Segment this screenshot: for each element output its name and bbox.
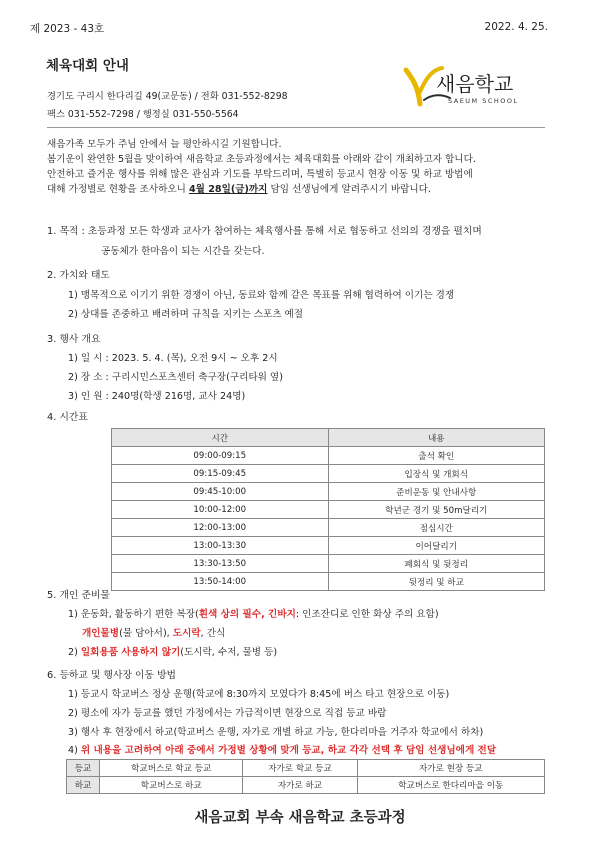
logo-english: SAEUM SCHOOL bbox=[448, 97, 519, 105]
section-purpose: 1. 목적 : 초등과정 모든 학생과 교사가 참여하는 체육행사를 통해 서로 협동하고 선의의 경쟁을 펼치며 bbox=[47, 226, 482, 237]
table-row: 하교 학교버스로 하교 자가로 하교 학교버스로 한다리마을 이동 bbox=[67, 777, 545, 794]
document-date: 2022. 4. 25. bbox=[484, 21, 548, 33]
list-item: 3) 인 원 : 240명(학생 216명, 교사 24명) bbox=[68, 391, 246, 402]
intro-line: 대해 가정별로 현황을 조사하오니 4월 28일(금)까지 담임 선생님에게 알려주시기 바랍니다. bbox=[47, 184, 431, 195]
contact-line: 팩스 031-552-7298 / 행정실 031-550-5564 bbox=[47, 109, 239, 120]
intro-line: 안전하고 즐거운 행사를 위해 많은 관심과 기도를 부탁드리며, 특별히 등교시 현장 이동 및 하교 방법에 bbox=[47, 169, 473, 180]
school-logo bbox=[402, 64, 552, 110]
list-item: 2) 일회용품 사용하지 않기(도시락, 수저, 물병 등) bbox=[68, 647, 278, 658]
table-row: 13:30-13:50 폐회식 및 뒷정리 bbox=[112, 555, 545, 573]
section-supplies: 5. 개인 준비물 bbox=[47, 590, 110, 601]
commute-options-table bbox=[66, 759, 545, 794]
table-row: 10:00-12:00 학년군 경기 및 50m달리기 bbox=[112, 501, 545, 519]
logo-wordmark: 새음학교 bbox=[436, 72, 514, 96]
list-item: 개인물병(물 담아서), 도시락, 간식 bbox=[82, 628, 226, 639]
table-row: 13:50-14:00 뒷정리 및 하교 bbox=[112, 573, 545, 591]
footer-organization: 새음교회 부속 새음학교 초등과정 bbox=[194, 810, 406, 826]
list-item: 1) 맹목적으로 이기기 위한 경쟁이 아닌, 동료와 함께 같은 목표를 위해 협력하여 이기는 경쟁 bbox=[68, 290, 455, 301]
intro-line: 봄기운이 완연한 5월을 맞이하여 새음학교 초등과정에서는 체육대회를 아래와 같이 개최하고자 합니다. bbox=[47, 154, 476, 165]
schedule-table bbox=[111, 428, 545, 591]
table-row: 09:15-09:45 입장식 및 개회식 bbox=[112, 465, 545, 483]
deadline: 4월 28일(금)까지 bbox=[188, 184, 268, 195]
section-values: 2. 가치와 태도 bbox=[47, 270, 110, 281]
list-item: 1) 일 시 : 2023. 5. 4. (목), 오전 9시 ~ 오후 2시 bbox=[68, 353, 278, 364]
list-item: 1) 등교시 학교버스 정상 운행(학교에 8:30까지 모였다가 8:45에 버스 타고 현장으로 이동) bbox=[68, 689, 450, 700]
list-item: 4) 위 내용을 고려하여 아래 중에서 가정별 상황에 맞게 등교, 하교 각각 선택 후 담임 선생님에게 전달 bbox=[68, 745, 497, 756]
section-purpose-cont: 공동체가 한마음이 되는 시간을 갖는다. bbox=[101, 246, 265, 257]
intro-line: 새음가족 모두가 주님 안에서 늘 평안하시길 기원합니다. bbox=[47, 139, 282, 150]
page-title: 체육대회 안내 bbox=[46, 58, 129, 74]
table-row: 12:00-13:00 점심시간 bbox=[112, 519, 545, 537]
header-divider bbox=[47, 127, 545, 128]
section-commute: 6. 등하교 및 행사장 이동 방법 bbox=[47, 670, 177, 681]
list-item: 2) 평소에 자가 등교를 했던 가정에서는 가급적이면 현장으로 직접 등교 바람 bbox=[68, 708, 387, 719]
section-schedule: 4. 시간표 bbox=[47, 412, 88, 423]
column-header: 시간 bbox=[112, 429, 329, 447]
address-line: 경기도 구리시 한다리길 49(교문동) / 전화 031-552-8298 bbox=[47, 91, 288, 102]
intro-paragraph bbox=[47, 137, 557, 197]
table-row: 13:00-13:30 이어달리기 bbox=[112, 537, 545, 555]
table-row: 09:00-09:15 출석 확인 bbox=[112, 447, 545, 465]
section-overview: 3. 행사 개요 bbox=[47, 334, 101, 345]
document-number: 제 2023 - 43호 bbox=[30, 23, 105, 35]
row-header: 하교 bbox=[67, 777, 100, 794]
list-item: 1) 운동화, 활동하기 편한 복장(흰색 상의 필수, 긴바지: 인조잔디로 인한 화상 주의 요함) bbox=[68, 609, 439, 620]
table-row: 등교 학교버스로 학교 등교 자가로 학교 등교 자가로 현장 등교 bbox=[67, 760, 545, 777]
list-item: 3) 행사 후 현장에서 하교(학교버스 운행, 자가로 개별 하교 가능, 한다리마을 거주자 학교에서 하차) bbox=[68, 727, 484, 738]
list-item: 2) 상대를 존중하고 배려하며 규칙을 지키는 스포츠 예절 bbox=[68, 309, 304, 320]
list-item: 2) 장 소 : 구리시민스포츠센터 축구장(구리타워 옆) bbox=[68, 372, 283, 383]
column-header: 내용 bbox=[328, 429, 545, 447]
table-row: 09:45-10:00 준비운동 및 안내사항 bbox=[112, 483, 545, 501]
row-header: 등교 bbox=[67, 760, 100, 777]
